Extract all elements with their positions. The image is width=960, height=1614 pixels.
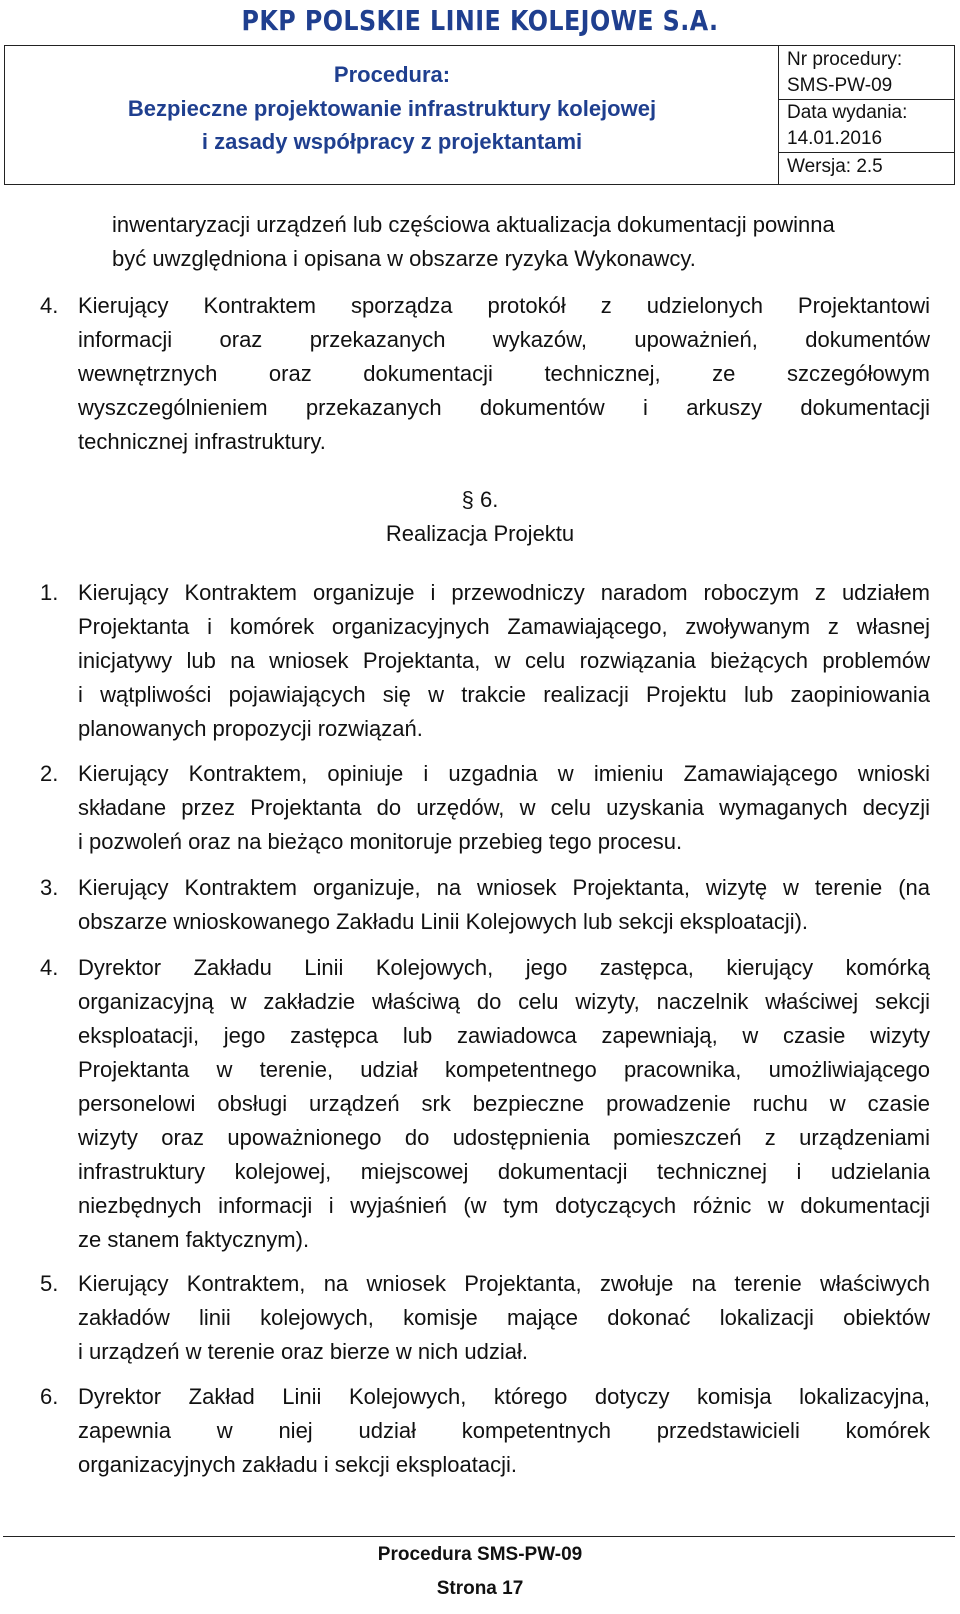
- body-text-line: Projektanta i komórek organizacyjnych Zamawiającego, zwoływanym z własnej: [78, 614, 930, 639]
- section-title: Realizacja Projektu: [385, 521, 575, 546]
- body-text-line: ze stanem faktycznym).: [78, 1227, 310, 1252]
- meta-divider: [779, 99, 954, 100]
- company-name: PKP POLSKIE LINIE KOLEJOWE S.A.: [241, 4, 719, 37]
- body-text-line: zakładów linii kolejowych, komisje mające dokonać lokalizacji obiektów: [78, 1305, 930, 1330]
- list-item-number: 2.: [40, 761, 59, 786]
- body-text-line: i urządzeń w terenie oraz bierze w nich udział.: [78, 1339, 529, 1364]
- body-text-line: organizacyjną w zakładzie właściwą do celu wizyty, naczelnik właściwej sekcji: [78, 989, 930, 1014]
- body-text-line: Kierujący Kontraktem, opiniuje i uzgadnia w imieniu Zamawiającego wnioski: [78, 761, 930, 786]
- meta-divider: [779, 152, 954, 153]
- list-item-number: 4.: [40, 293, 59, 318]
- page-number: Strona 17: [436, 1578, 524, 1599]
- list-item-number: 1.: [40, 580, 59, 605]
- list-item-number: 6.: [40, 1384, 59, 1409]
- procedure-meta-cell: [779, 46, 954, 184]
- body-text-line: zapewnia w niej udział kompetentnych przedstawicieli komórek: [78, 1418, 930, 1443]
- section-number: § 6.: [461, 487, 499, 512]
- body-text-line: być uwzględniona i opisana w obszarze ryzyka Wykonawcy.: [112, 246, 696, 271]
- list-item-number: 5.: [40, 1271, 59, 1296]
- body-text-line: wizyty oraz upoważnionego do udostępnienia pomieszczeń z urządzeniami: [78, 1125, 930, 1150]
- body-text-line: personelowi obsługi urządzeń srk bezpieczne prowadzenie ruchu w czasie: [78, 1091, 930, 1116]
- list-item-number: 3.: [40, 875, 59, 900]
- body-text-line: eksploatacji, jego zastępca lub zawiadowca zapewniają, w czasie wizyty: [78, 1023, 930, 1048]
- footer-procedure: Procedura SMS-PW-09: [377, 1544, 583, 1565]
- body-text-line: planowanych propozycji rozwiązań.: [78, 716, 423, 741]
- issue-date-label: Data wydania:: [787, 102, 908, 123]
- body-text-line: i pozwoleń oraz na bieżąco monitoruje przebieg tego procesu.: [78, 829, 683, 854]
- body-text-line: infrastruktury kolejowej, miejscowej dokumentacji technicznej i udzielania: [78, 1159, 930, 1184]
- body-text-line: inwentaryzacji urządzeń lub częściowa aktualizacja dokumentacji powinna: [112, 212, 835, 237]
- body-text-line: technicznej infrastruktury.: [78, 429, 326, 454]
- body-text-line: Kierujący Kontraktem organizuje i przewodniczy naradom roboczym z udziałem: [78, 580, 930, 605]
- body-text-line: Kierujący Kontraktem sporządza protokół z udzielonych Projektantowi: [78, 293, 930, 318]
- procedure-title-line1: Bezpieczne projektowanie infrastruktury kolejowej: [127, 96, 657, 121]
- body-text-line: Kierujący Kontraktem organizuje, na wniosek Projektanta, wizytę w terenie (na: [78, 875, 930, 900]
- body-text-line: obszarze wnioskowanego Zakładu Linii Kolejowych lub sekcji eksploatacji).: [78, 909, 809, 934]
- body-text-line: niezbędnych informacji i wyjaśnień (w tym dotyczących różnic w dokumentacji: [78, 1193, 930, 1218]
- body-text-line: Kierujący Kontraktem, na wniosek Projektanta, zwołuje na terenie właściwych: [78, 1271, 930, 1296]
- procedure-number-value: SMS-PW-09: [787, 75, 893, 96]
- body-text-line: wyszczególnieniem przekazanych dokumentów i arkuszy dokumentacji: [78, 395, 930, 420]
- document-header-table: [4, 45, 955, 185]
- body-text-line: wewnętrznych oraz dokumentacji technicznej, ze szczegółowym: [78, 361, 930, 386]
- body-text-line: Projektanta w terenie, udział kompetentnego pracownika, umożliwiającego: [78, 1057, 930, 1082]
- version-label: Wersja: 2.5: [787, 156, 883, 177]
- body-text-line: organizacyjnych zakładu i sekcji eksploatacji.: [78, 1452, 517, 1477]
- procedure-title-cell: [5, 46, 779, 184]
- list-item-number: 4.: [40, 955, 59, 980]
- body-text-line: informacji oraz przekazanych wykazów, upoważnień, dokumentów: [78, 327, 930, 352]
- procedure-number-label: Nr procedury:: [787, 49, 903, 70]
- body-text-line: inicjatywy lub na wniosek Projektanta, w celu rozwiązania bieżących problemów: [78, 648, 930, 673]
- issue-date-value: 14.01.2016: [787, 128, 883, 149]
- body-text-line: składane przez Projektanta do urzędów, w celu uzyskania wymaganych decyzji: [78, 795, 930, 820]
- procedure-label: Procedura:: [333, 62, 451, 87]
- body-text-line: i wątpliwości pojawiających się w trakcie realizacji Projektu lub zaopiniowania: [78, 682, 930, 707]
- footer-rule: [3, 1536, 955, 1537]
- body-text-line: Dyrektor Zakładu Linii Kolejowych, jego zastępca, kierujący komórką: [78, 955, 930, 980]
- body-text-line: Dyrektor Zakład Linii Kolejowych, którego dotyczy komisja lokalizacyjna,: [78, 1384, 930, 1409]
- procedure-title-line2: i zasady współpracy z projektantami: [201, 129, 583, 154]
